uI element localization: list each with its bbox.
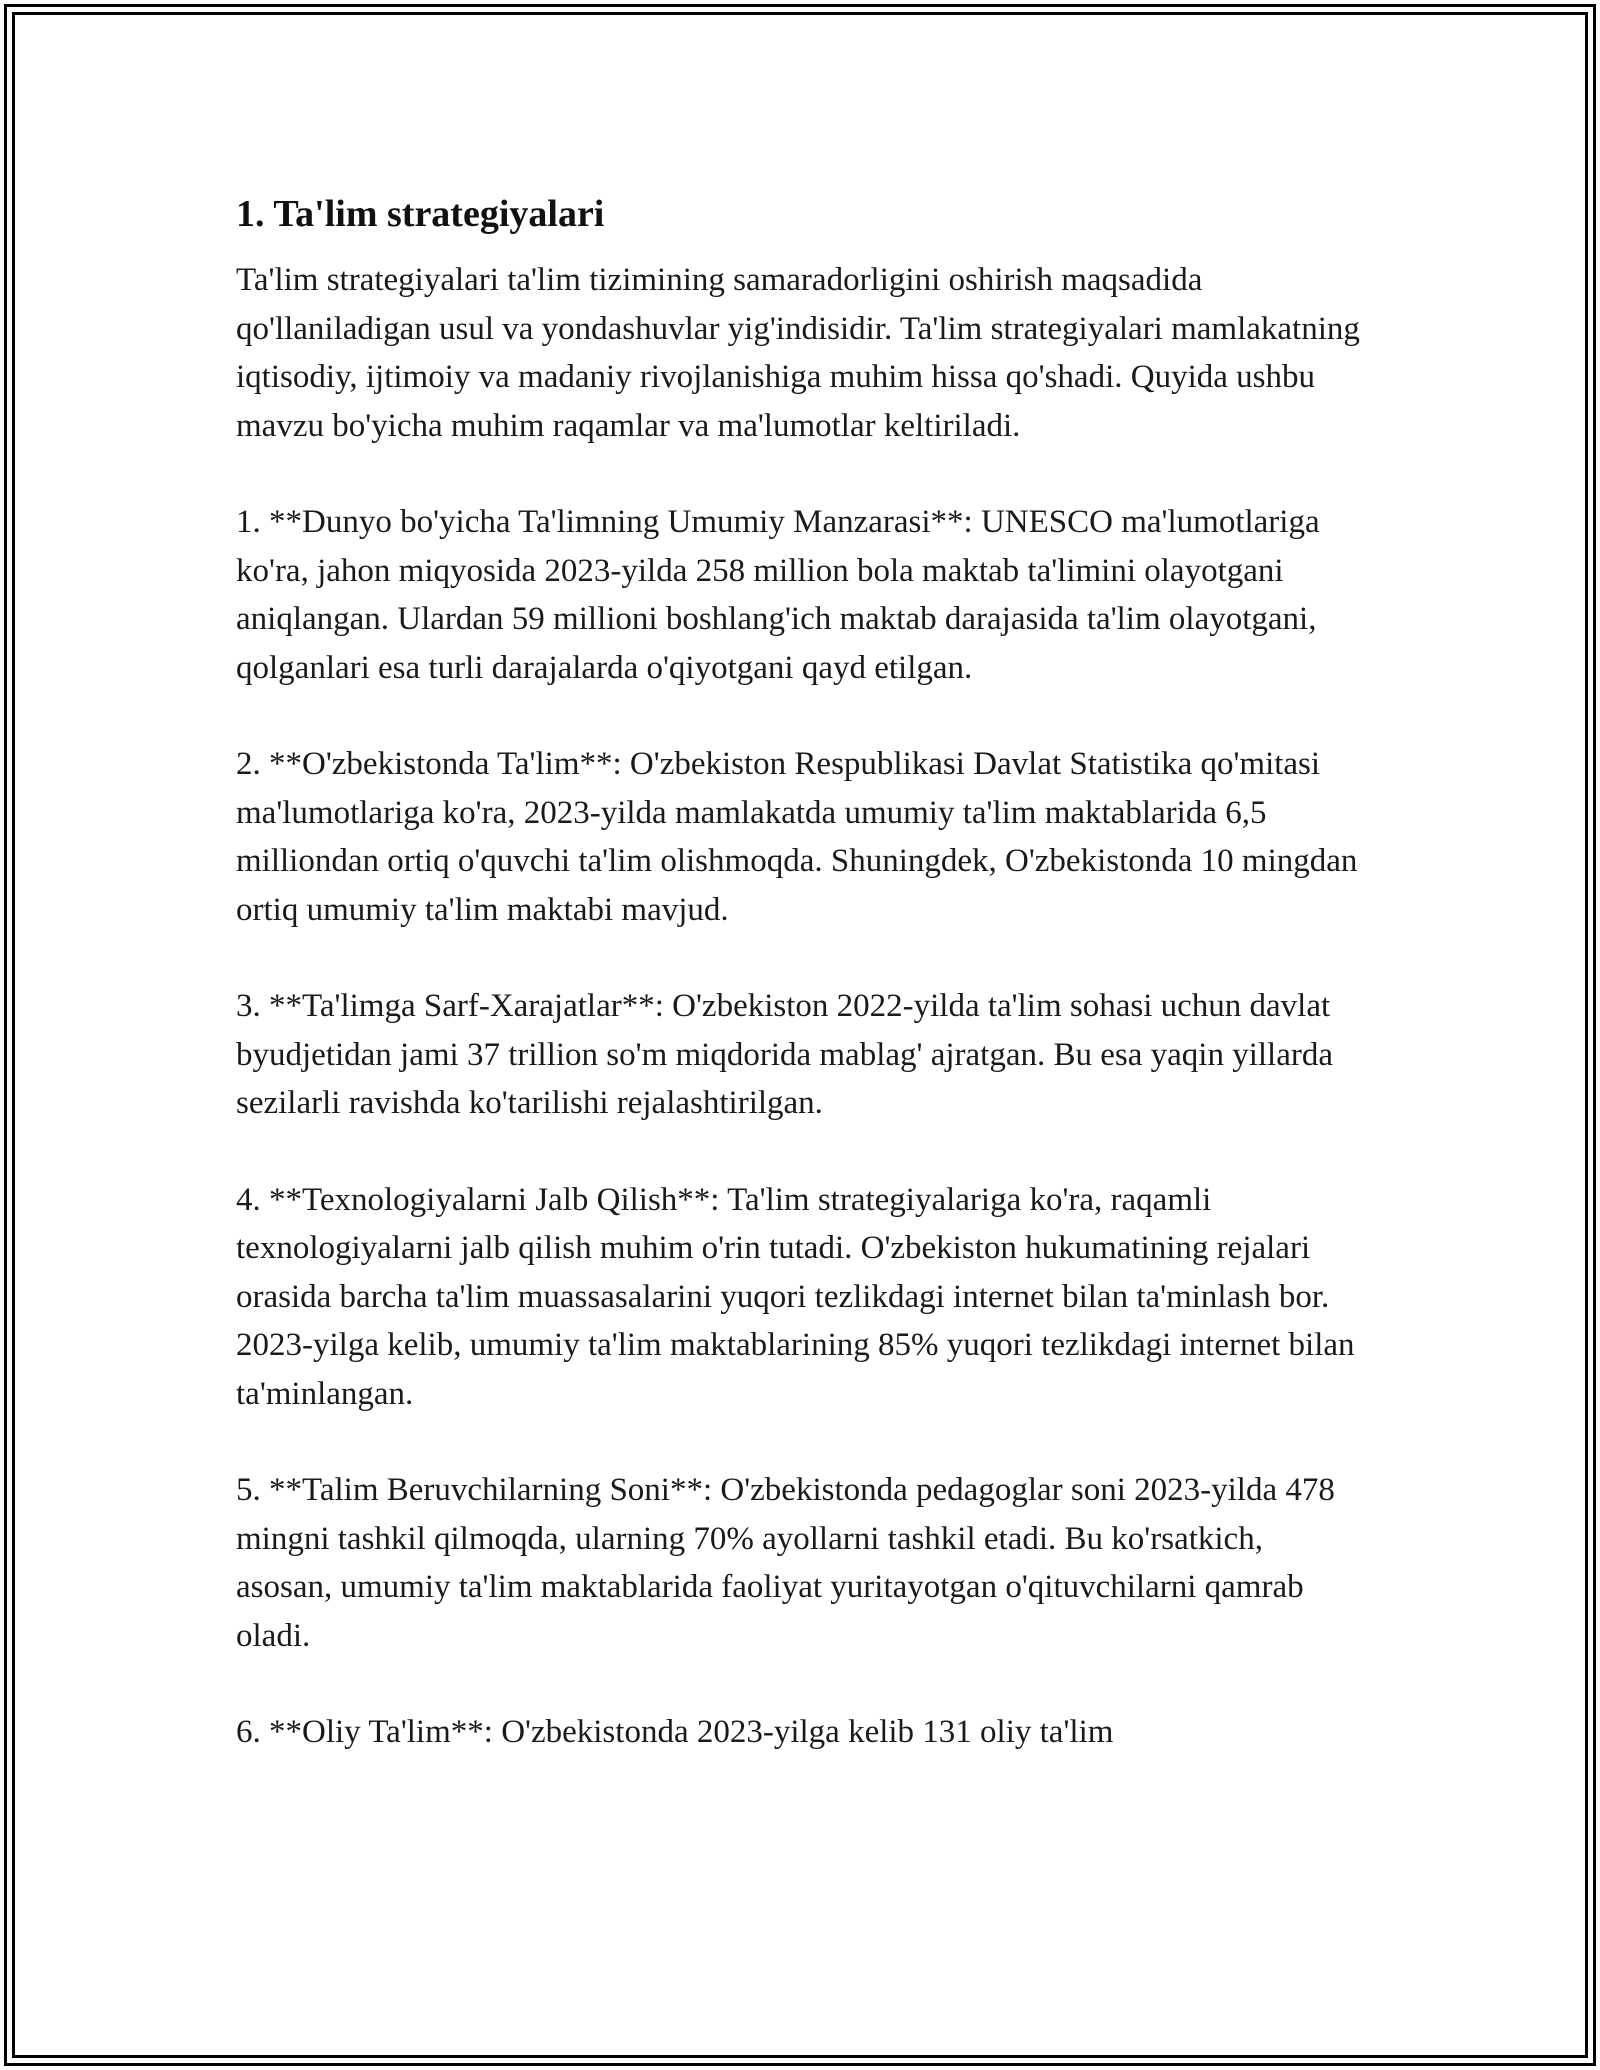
page-title: 1. Ta'lim strategiyalari (236, 193, 605, 235)
paragraph-higher-education: 6. **Oliy Ta'lim**: O'zbekistonda 2023-yilga kelib 131 oliy ta'lim (236, 1714, 1114, 1750)
paragraph-teachers: 5. **Talim Beruvchilarning Soni**: O'zbekistonda pedagoglar soni 2023-yilda 478 mingni tashkil qilmoqda, ularning 70% ayollarni tashkil etadi. Bu ko'rsatkich, asosan, umumiy ta'lim maktablarida faoliyat yuritayotgan o'qituvchilarni qamrab oladi. (236, 1472, 1335, 1654)
paragraph-uzbekistan-education: 2. **O'zbekistonda Ta'lim**: O'zbekiston Respublikasi Davlat Statistika qo'mitasi ma'lumotlariga ko'ra, 2023-yilda mamlakatda umumiy ta'lim maktablarida 6,5 milliondan ortiq o'quvchi ta'lim olishmoqda. Shuningdek, O'zbekistonda 10 mingdan ortiq umumiy ta'lim maktabi mavjud. (236, 746, 1358, 928)
paragraph-technology: 4. **Texnologiyalarni Jalb Qilish**: Ta'lim strategiyalariga ko'ra, raqamli texnologiyalarni jalb qilish muhim o'rin tutadi. O'zbekiston hukumatining rejalari orasida barcha ta'lim muassasalarini yuqori tezlikdagi internet bilan ta'minlash bor. 2023-yilga kelib, umumiy ta'lim maktablarining 85% yuqori tezlikdagi internet bilan ta'minlangan. (236, 1181, 1355, 1412)
document-body (236, 186, 1366, 1757)
paragraph-education-spending: 3. **Ta'limga Sarf-Xarajatlar**: O'zbekiston 2022-yilda ta'lim sohasi uchun davlat byudjetidan jami 37 trillion so'm miqdorida mablag' ajratgan. Bu esa yaqin yillarda sezilarli ravishda ko'tarilishi rejalashtirilgan. (236, 988, 1333, 1121)
paragraph-world-education: 1. **Dunyo bo'yicha Ta'limning Umumiy Manzarasi**: UNESCO ma'lumotlariga ko'ra, jahon miqyosida 2023-yilda 258 million bola maktab ta'limini olayotgani aniqlangan. Ulardan 59 millioni boshlang'ich maktab darajasida ta'lim olayotgani, qolganlari esa turli darajalarda o'qiyotgani qayd etilgan. (236, 504, 1320, 686)
intro-paragraph: Ta'lim strategiyalari ta'lim tizimining samaradorligini oshirish maqsadida qo'llaniladigan usul va yondashuvlar yig'indisidir. Ta'lim strategiyalari mamlakatning iqtisodiy, ijtimoiy va madaniy rivojlanishiga muhim hissa qo'shadi. Quyida ushbu mavzu bo'yicha muhim raqamlar va ma'lumotlar keltiriladi. (236, 262, 1360, 444)
